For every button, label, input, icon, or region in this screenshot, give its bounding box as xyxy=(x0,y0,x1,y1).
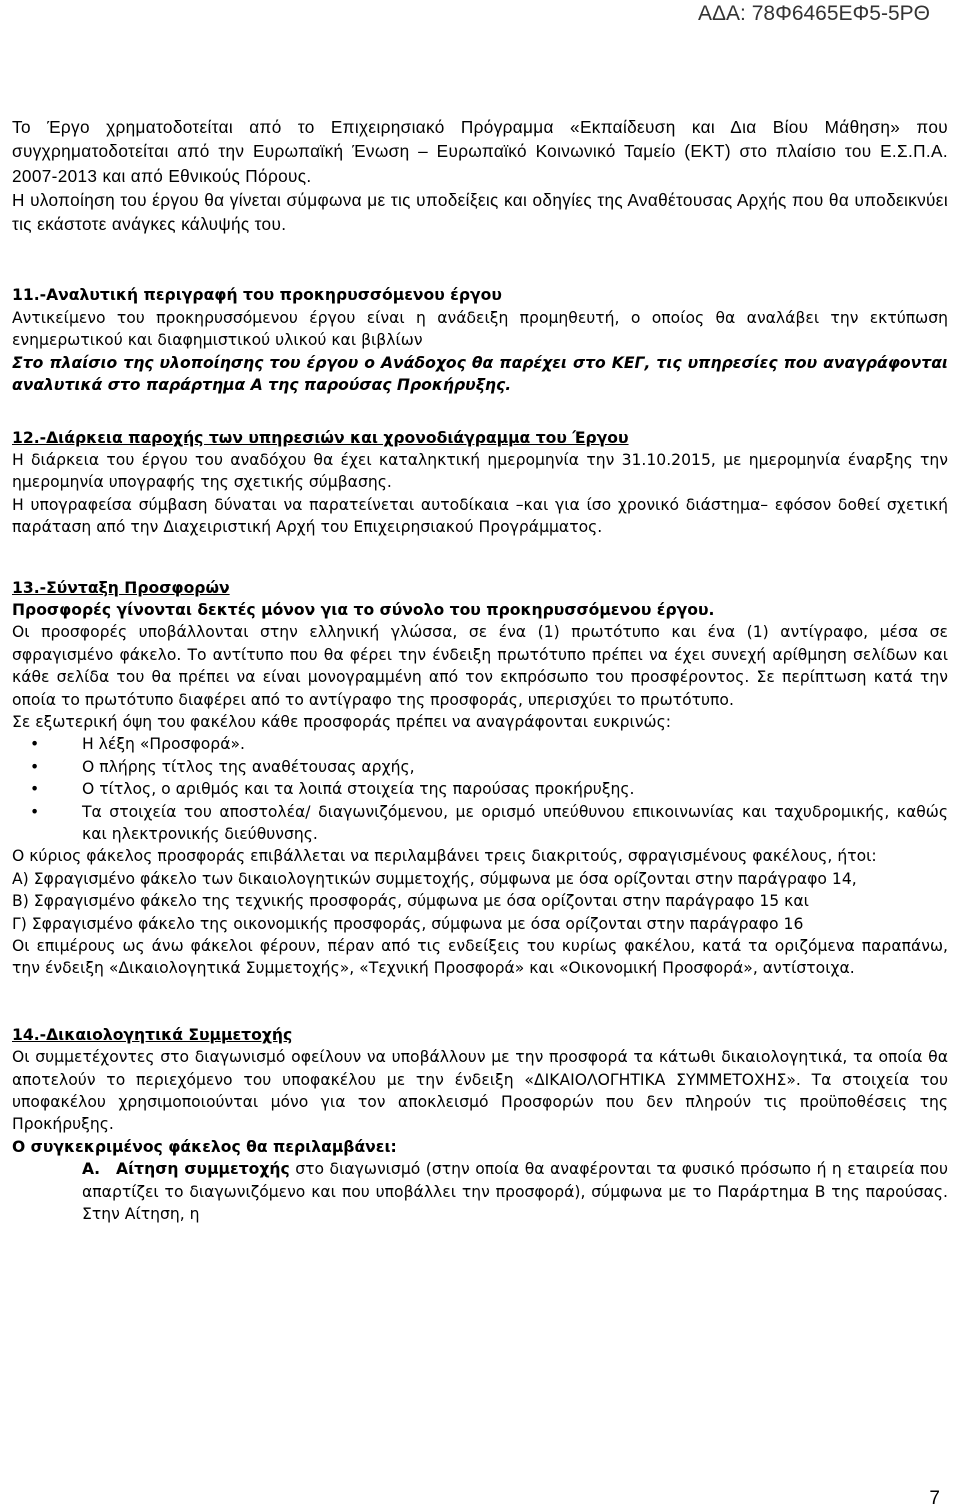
section-13-envelope-b: Β) Σφραγισμένο φάκελο της τεχνικής προσφοράς, σύμφωνα με όσα ορίζονται στην παράγραφο 15 και xyxy=(12,892,809,911)
item-letter: Α. xyxy=(82,1160,100,1179)
section-12-paragraph-1: Η διάρκεια του έργου του αναδόχου θα έχει καταληκτική ημερομηνία την 31.10.2015, με ημερομηνία έναρξης την ημερομηνία υπογραφής της σχετικής σύμβασης. xyxy=(12,450,948,492)
section-11-paragraph-2: Στο πλαίσιο της υλοποίησης του έργου ο Ανάδοχος θα παρέχει στο ΚΕΓ, τις υπηρεσίες που αναγράφονται αναλυτικά στο παράρτημα Α της παρούσας Προκήρυξης. xyxy=(12,353,948,395)
envelope-markings-list xyxy=(12,733,948,845)
list-item: • Ο τίτλος, ο αριθμός και τα λοιπά στοιχεία της παρούσας προκήρυξης. xyxy=(12,778,948,800)
section-13-envelope-a: Α) Σφραγισμένο φάκελο των δικαιολογητικών συμμετοχής, σύμφωνα με όσα ορίζονται στην παράγραφο 14, xyxy=(12,869,857,888)
intro-section xyxy=(12,115,948,236)
intro-paragraph-implementation: Η υλοποίηση του έργου θα γίνεται σύμφωνα με τις υποδείξεις και οδηγίες της Αναθέτουσας Αρχής που θα υποδεικνύει τις εκάστοτε ανάγκες κάλυψής του. xyxy=(12,189,948,235)
document-body xyxy=(12,115,948,1226)
intro-paragraph-funding: Το Έργο χρηματοδοτείται από το Επιχειρησιακό Πρόγραμμα «Εκπαίδευση και Δια Βίου Μάθηση» που συγχρηματοδοτείται από την Ευρωπαϊκή Ένωση – Ευρωπαϊκό Κοινωνικό Ταμείο (ΕΚΤ) στο πλαίσιο του Ε.Σ.Π.Α. 2007-2013 και από Εθνικούς Πόρους. xyxy=(12,117,948,186)
section-13-paragraph-2: Σε εξωτερική όψη του φακέλου κάθε προσφοράς πρέπει να αναγράφονται ευκρινώς: xyxy=(12,712,671,731)
item-title: Αίτηση συμμετοχής xyxy=(116,1160,290,1179)
section-13-paragraph-4: Οι επιμέρους ως άνω φάκελοι φέρουν, πέραν από τις ενδείξεις του κυρίως φακέλου, κατά τα οριζόμενα παραπάνω, την ένδειξη «Δικαιολογητικά Συμμετοχής», «Τεχνική Προσφορά» και «Οικονομική Προσφορά», αντίστοιχα. xyxy=(12,937,948,978)
item-text: στο διαγωνισμό (στην οποία θα αναφέρονται τα φυσικό πρόσωπο ή η εταιρεία που απαρτίζει το διαγωνιζόμενο και που υποβάλλει την προσφορά), σύμφωνα με το Παράρτημα Β της παρούσας. Στην Αίτηση, η xyxy=(82,1160,948,1224)
ada-code: ΑΔΑ: 78Φ6465ΕΦ5-5ΡΘ xyxy=(698,2,930,25)
section-12-paragraph-2: Η υπογραφείσα σύμβαση δύναται να παρατείνεται αυτοδίκαια –και για ίσο χρονικό διάστημα– εφόσον δοθεί σχετική παράταση από την Διαχειριστική Αρχή του Επιχειρησιακού Προγράμματος. xyxy=(12,495,948,537)
section-13-bold-line: Προσφορές γίνονται δεκτές μόνον για το σύνολο του προκηρυσσόμενου έργου. xyxy=(12,600,715,619)
section-12 xyxy=(12,427,948,539)
section-14-items xyxy=(12,1158,948,1225)
list-item: • Τα στοιχεία του αποστολέα/ διαγωνιζόμενου, με ορισμό υπεύθυνου επικοινωνίας και ταχυδρομικής, καθώς και ηλεκτρονικής διεύθυνσης. xyxy=(12,801,948,846)
section-13 xyxy=(12,577,948,980)
section-13-paragraph-3: Ο κύριος φάκελος προσφοράς επιβάλλεται να περιλαμβάνει τρεις διακριτούς, σφραγισμένους φακέλους, ήτοι: xyxy=(12,847,877,866)
section-14-bold-line: Ο συγκεκριμένος φάκελος θα περιλαμβάνει: xyxy=(12,1137,397,1156)
list-item: • Η λέξη «Προσφορά». xyxy=(12,733,948,755)
section-13-paragraph-1: Οι προσφορές υποβάλλονται στην ελληνική γλώσσα, σε ένα (1) πρωτότυπο και ένα (1) αντίγραφο, μέσα σε σφραγισμένο φάκελο. Το αντίτυπο που θα φέρει την ένδειξη πρωτότυπο πρέπει να έχει συνεχή αρίθμηση σελίδων και κάθε σελίδα του θα πρέπει να είναι μονογραμμένη από τον εκπρόσωπο του προσφέροντος. Σε περίπτωση κατά την οποία το πρωτότυπο διαφέρει από το αντίγραφο της προσφοράς, υπερισχύει το πρωτότυπο. xyxy=(12,623,948,709)
section-13-title: 13.-Σύνταξη Προσφορών xyxy=(12,578,230,597)
section-12-title: 12.-Διάρκεια παροχής των υπηρεσιών και χρονοδιάγραμμα του Έργου xyxy=(12,428,629,447)
page-number: 7 xyxy=(929,1488,940,1509)
section-13-envelope-c: Γ) Σφραγισμένο φάκελο της οικονομικής προσφοράς, σύμφωνα με όσα ορίζονται στην παράγραφο 16 xyxy=(12,914,804,933)
section-14-item-a xyxy=(82,1158,948,1225)
section-14-paragraph-1: Οι συμμετέχοντες στο διαγωνισμό οφείλουν να υποβάλλουν με την προσφορά τα κάτωθι δικαιολογητικά, τα οποία θα αποτελούν το περιεχόμενο του υποφακέλου με την ένδειξη «ΔΙΚΑΙΟΛΟΓΗΤΙΚΑ ΣΥΜΜΕΤΟΧΗΣ». Τα στοιχεία του υποφακέλου χρησιμοποιούνται μόνο για τον αποκλεισμό Προσφορών που δεν πληρούν τις προϋποθέσεις της Προκήρυξης. xyxy=(12,1048,948,1134)
list-item: • Ο πλήρης τίτλος της αναθέτουσας αρχής, xyxy=(12,756,948,778)
section-11-paragraph-1: Αντικείμενο του προκηρυσσόμενου έργου είναι η ανάδειξη προμηθευτή, ο οποίος θα αναλάβει την εκτύπωση ενημερωτικού και διαφημιστικού υλικού και βιβλίων xyxy=(12,308,948,350)
section-14-title: 14.-Δικαιολογητικά Συμμετοχής xyxy=(12,1025,293,1044)
section-11-title: 11.-Αναλυτική περιγραφή του προκηρυσσόμενου έργου xyxy=(12,286,502,305)
section-14 xyxy=(12,1024,948,1226)
section-11 xyxy=(12,284,948,396)
